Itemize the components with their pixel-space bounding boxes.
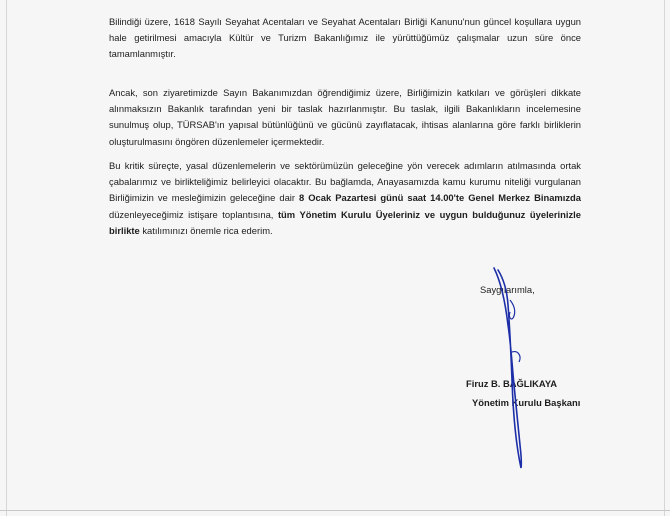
signer-name: Firuz B. BAĞLIKAYA: [466, 378, 557, 389]
signer-title: Yönetim Kurulu Başkanı: [472, 397, 581, 408]
meeting-date-bold: 8 Ocak Pazartesi günü saat 14.00'te Genel Merkez Binamızda: [299, 192, 581, 204]
paragraph-2: Ancak, son ziyaretimizde Sayın Bakanımızdan öğrendiğimiz üzere, Birliğimizin katkıları ve görüşleri dikkate alınmaksızın Bakanlık tarafından yeni bir taslak hazırlanmıştır. Bu taslak, ilgili Bakanlıkların incelemesine sunulmuş olup, TÜRSAB'ın yapısal bütünlüğünü ve gücünü zayıflatacak, ihtisas alanlarına göre farklı birliklerin oluşturulmasını öngören düzenlemeler içermektedir.: [109, 87, 581, 147]
paragraph-3-text-a: Bu kritik süreçte, yasal düzenlemelerin ve sektörümüzün geleceğine yön verecek adımların atılmasında ortak çabalarımız ve birlikteliğimiz belirleyici olacaktır. Bu bağlamda, Anayasamızda kamu kurumu niteliği vurgulanan Birliğimizin ve mesleğimizin geleceğine dair: [109, 160, 581, 204]
bottom-border: [0, 510, 670, 511]
paragraph-3-text-c: düzenleyeceğimiz istişare toplantısına,: [109, 208, 278, 220]
paragraph-1: Bilindiği üzere, 1618 Sayılı Seyahat Acentaları ve Seyahat Acentaları Birliği Kanunu'nun güncel koşullara uygun hale getirilmesi amacıyla Kültür ve Turizm Bakanlığımız ile yürüttüğümüz çalışmalar uzun süre önce tamamlanmıştır.: [109, 16, 581, 60]
paragraph-3-text-d: katılımınızı önemle rica ederim.: [139, 224, 273, 236]
invitees-bold: tüm Yönetim Kurulu Üyeleriniz ve uygun bulduğunuz üyelerinizle birlikte: [109, 208, 581, 236]
closing-line: Saygılarımla,: [480, 284, 535, 295]
